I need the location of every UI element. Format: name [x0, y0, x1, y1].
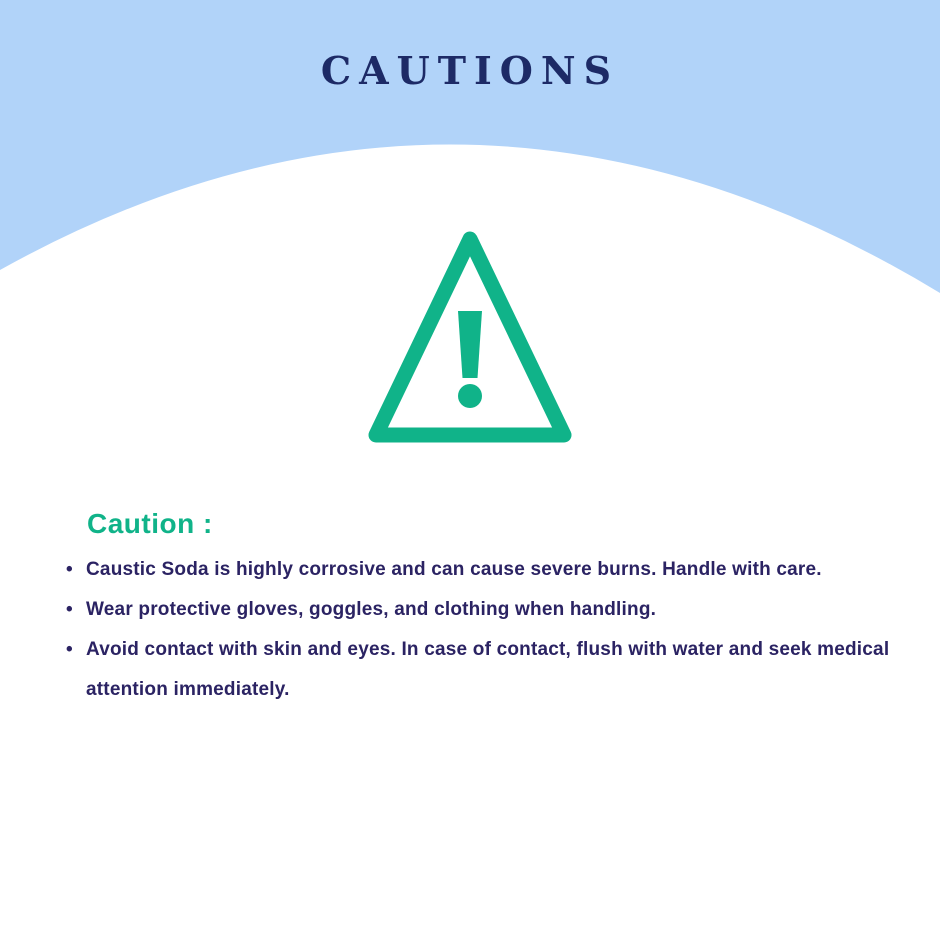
caution-list-item: • Caustic Soda is highly corrosive and can cause severe burns. Handle with care.: [64, 550, 916, 590]
exclamation-dot: [458, 384, 482, 408]
caution-list-item: • Wear protective gloves, goggles, and clothing when handling.: [64, 590, 916, 630]
caution-bullet-list: [64, 550, 916, 710]
warning-triangle-icon: [360, 226, 580, 446]
exclamation-bar: [458, 311, 482, 378]
caution-heading: Caution :: [87, 508, 213, 539]
caution-list-item: • Avoid contact with skin and eyes. In case of contact, flush with water and seek medical attention immediately.: [64, 630, 916, 710]
page-title: CAUTIONS: [320, 48, 620, 93]
